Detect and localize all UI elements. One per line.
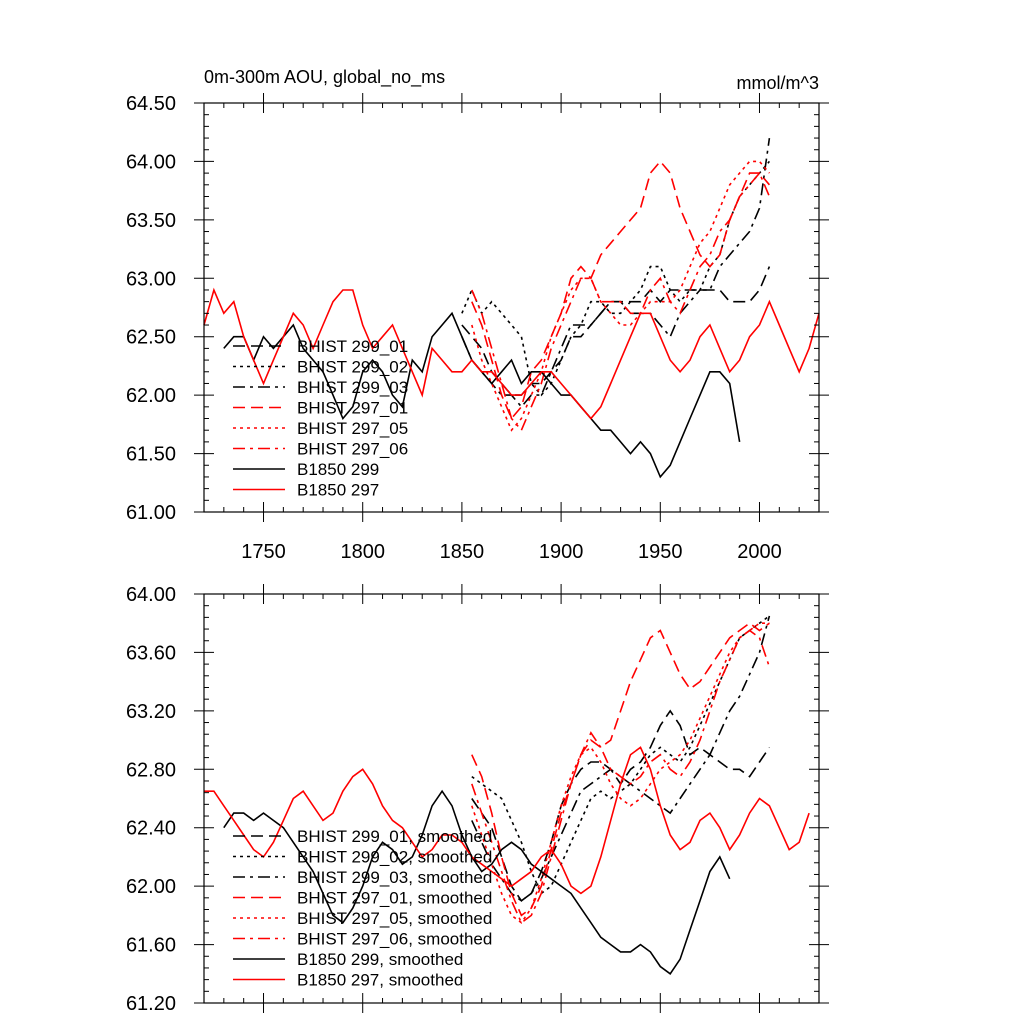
y-tick-label: 63.00 [125, 268, 176, 291]
legend [233, 827, 492, 990]
bottom-panel [126, 584, 829, 1015]
y-tick-label: 62.00 [125, 876, 176, 899]
legend-label-2: BHIST 299_02, smoothed [297, 847, 493, 867]
legend-label-5: BHIST 297_05 [297, 419, 409, 438]
series-line-2 [472, 616, 770, 894]
x-tick-label: 1900 [538, 541, 584, 563]
y-tick-label: 62.40 [125, 817, 176, 840]
legend-label-3: BHIST 299_03, smoothed [297, 868, 493, 887]
legend-label-1: BHIST 299_01 [297, 337, 409, 356]
series-line-3 [472, 616, 770, 901]
x-tick-label: 2000 [737, 541, 782, 563]
legend-label-7: B1850 299, smoothed [297, 950, 464, 969]
legend-label-1: BHIST 299_01, smoothed [297, 827, 493, 846]
legend-label-7: B1850 299 [297, 460, 380, 479]
series-line-6 [472, 173, 770, 430]
chart-title: 0m-300m AOU, global_no_ms [204, 67, 446, 87]
x-tick-label: 1850 [439, 541, 485, 563]
x-tick-label: 1800 [340, 541, 385, 563]
series-line-4 [472, 623, 770, 915]
y-tick-label: 64.00 [125, 151, 176, 174]
y-tick-label: 64.00 [125, 584, 176, 606]
y-tick-label: 61.60 [125, 934, 176, 957]
legend-label-2: BHIST 299_02 [297, 357, 409, 377]
legend-label-5: BHIST 297_05, smoothed [297, 909, 493, 928]
y-tick-label: 61.20 [125, 993, 176, 1015]
series-line-1 [472, 711, 770, 901]
top-panel [126, 67, 829, 563]
y-tick-label: 64.50 [125, 93, 176, 115]
series-line-5 [472, 623, 770, 923]
units-label: mmol/m^3 [736, 73, 819, 93]
series-line-6 [472, 631, 770, 923]
x-tick-label: 1950 [638, 541, 683, 563]
series-line-2 [462, 161, 770, 395]
y-tick-label: 62.00 [125, 385, 176, 408]
y-tick-label: 62.80 [125, 759, 176, 782]
series-line-3 [462, 138, 770, 407]
legend-label-3: BHIST 299_03 [297, 378, 409, 397]
y-tick-label: 63.20 [125, 700, 176, 723]
legend-label-4: BHIST 297_01, smoothed [297, 888, 493, 908]
legend-label-8: B1850 297 [297, 480, 380, 500]
x-tick-label: 1750 [241, 541, 286, 563]
legend-label-6: BHIST 297_06, smoothed [297, 929, 493, 949]
y-tick-label: 62.50 [125, 326, 176, 349]
legend-label-8: B1850 297, smoothed [297, 970, 464, 990]
legend [233, 337, 408, 500]
legend-label-4: BHIST 297_01 [297, 398, 409, 418]
y-tick-label: 63.60 [125, 642, 176, 665]
legend-label-6: BHIST 297_06 [297, 439, 409, 459]
y-tick-label: 63.50 [125, 209, 176, 232]
y-tick-label: 61.50 [125, 443, 176, 466]
series-line-4 [472, 161, 770, 418]
y-tick-label: 61.00 [125, 502, 176, 524]
